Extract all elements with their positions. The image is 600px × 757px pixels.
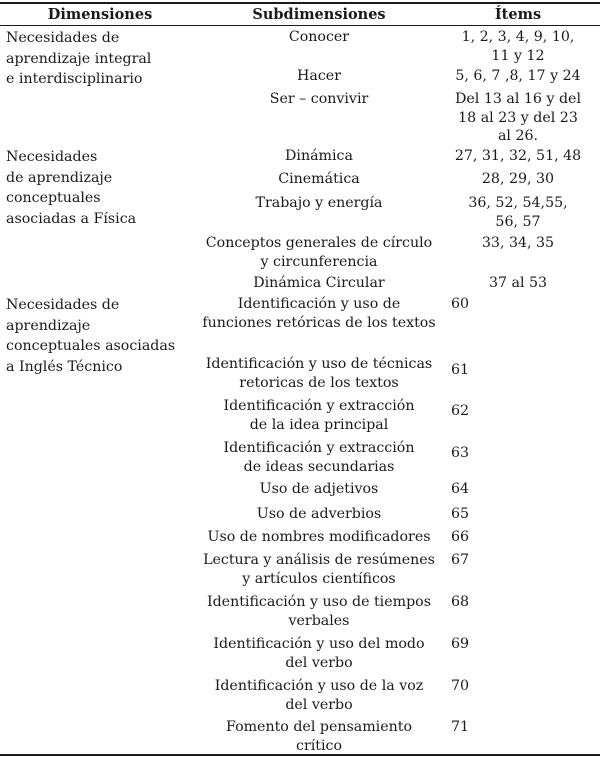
subdimension-line: Dinámica [285, 148, 353, 164]
subdimension-line: verbales [288, 612, 350, 629]
subdimension-line: del verbo [285, 696, 353, 713]
items-cell [410, 480, 510, 499]
items-line: 64 [450, 481, 470, 497]
subdimension-line: Identificación y extracción [223, 440, 415, 456]
items-line: Del 13 al 16 y del [455, 91, 581, 107]
items-line: 62 [450, 403, 470, 419]
subdimension-line: funciones retóricas de los textos [202, 314, 436, 331]
subdimension-line: y artículos científicos [242, 570, 396, 587]
items-cell [410, 551, 510, 570]
items-line: 63 [450, 445, 470, 461]
items-line: 61 [450, 362, 470, 378]
subdimension-line: Uso de adverbios [256, 506, 382, 522]
items-line: 69 [450, 636, 470, 652]
items-cell [438, 170, 598, 189]
subdimension-cell [180, 194, 458, 213]
items-line: 27, 31, 32, 51, 48 [454, 148, 582, 164]
subdimension-line: Identificación y uso de técnicas [205, 356, 433, 372]
subdimension-line: Conceptos generales de círculo [205, 235, 433, 251]
subdimension-line: del verbo [285, 654, 353, 671]
items-line: 68 [450, 594, 470, 610]
subdimension-line: Identificación y uso de [237, 296, 401, 312]
dimension-line: aprendizaje [6, 317, 91, 334]
dimension-line: a Inglés Técnico [6, 358, 123, 375]
items-cell [438, 194, 598, 231]
dimension-line: Necesidades [6, 149, 98, 165]
items-line: 5, 6, 7 ,8, 17 y 24 [455, 68, 581, 84]
subdimension-line: de ideas secundarias [243, 458, 395, 475]
items-line: 1, 2, 3, 4, 9, 10, [461, 29, 575, 45]
items-cell [438, 147, 598, 166]
items-line: 71 [450, 719, 470, 735]
subdimension-cell [180, 147, 458, 166]
items-line: 33, 34, 35 [481, 235, 555, 251]
subdimension-cell [180, 67, 458, 86]
items-line: 18 al 23 y del 23 [458, 109, 578, 126]
items-line: 28, 29, 30 [481, 171, 555, 187]
items-cell [410, 593, 510, 612]
items-cell [410, 677, 510, 696]
items-cell [438, 90, 598, 146]
subdimension-line: crítico [296, 737, 342, 754]
subdimension-line: Conocer [288, 29, 350, 45]
subdimension-line: Identificación y extracción [223, 398, 415, 414]
dimension-line: Necesidades de [6, 30, 120, 46]
subdimension-line: Dinámica Circular [253, 275, 385, 291]
subdimension-cell [180, 274, 458, 293]
subdimension-line: Uso de adjetivos [259, 481, 379, 497]
subdimension-line: retoricas de los textos [239, 374, 399, 391]
items-cell [410, 528, 510, 547]
subdimension-line: de la idea principal [249, 416, 389, 433]
items-line: 37 al 53 [488, 275, 548, 291]
subdimension-line: Cinemática [278, 171, 360, 187]
subdimension-cell [180, 234, 458, 271]
items-line: 70 [450, 678, 470, 694]
dimension-cell [6, 147, 136, 229]
items-cell [410, 505, 510, 524]
dimension-cell [6, 28, 151, 90]
items-line: 11 y 12 [491, 47, 545, 64]
items-cell [410, 718, 510, 737]
dimension-line: conceptuales asociadas [6, 338, 176, 354]
dimension-line: Necesidades de [6, 297, 120, 313]
header-items: Ítems [494, 6, 542, 23]
items-cell [410, 635, 510, 654]
items-line: 66 [450, 529, 470, 545]
subdimension-line: y circunferencia [260, 253, 378, 270]
items-cell [438, 274, 598, 293]
items-cell [410, 295, 510, 314]
header-dimensions: Dimensiones [47, 6, 153, 23]
dimension-line: e interdisciplinario [6, 71, 143, 87]
items-line: 65 [450, 506, 470, 522]
subdimension-line: Identificación y uso de tiempos [207, 594, 431, 610]
items-line: 56, 57 [495, 213, 541, 230]
subdimension-line: Ser – convivir [269, 91, 369, 107]
dimension-line: de aprendizaje [6, 169, 113, 186]
items-cell [410, 361, 510, 380]
subdimension-line: Lectura y análisis de resúmenes [203, 552, 435, 568]
subdimension-line: Uso de nombres modificadores [207, 529, 431, 545]
items-cell [438, 234, 598, 253]
table-top-rule [0, 2, 600, 4]
items-cell [438, 28, 598, 65]
items-cell [438, 67, 598, 86]
subdimension-cell [180, 170, 458, 189]
subdimension-line: Trabajo y energía [255, 195, 383, 211]
subdimension-line: Fomento del pensamiento [226, 719, 412, 735]
items-line: 67 [450, 552, 470, 568]
subdimension-cell [180, 28, 458, 47]
subdimension-line: Identificación y uso del modo [213, 636, 425, 652]
dimension-line: aprendizaje integral [6, 50, 152, 67]
subdimension-line: Identificación y uso de la voz [214, 678, 424, 694]
dimension-line: asociadas a Física [6, 210, 137, 227]
dimension-cell [6, 295, 175, 377]
items-line: 60 [450, 296, 470, 312]
items-line: 36, 52, 54,55, [468, 195, 568, 211]
items-cell [410, 402, 510, 421]
dimension-line: conceptuales [6, 190, 101, 206]
subdimension-cell [180, 90, 458, 109]
table-header-rule [0, 25, 600, 26]
items-cell [410, 444, 510, 463]
subdimension-line: Hacer [297, 68, 341, 84]
items-line: al 26. [497, 128, 539, 144]
header-subdimensions: Subdimensiones [252, 6, 386, 23]
